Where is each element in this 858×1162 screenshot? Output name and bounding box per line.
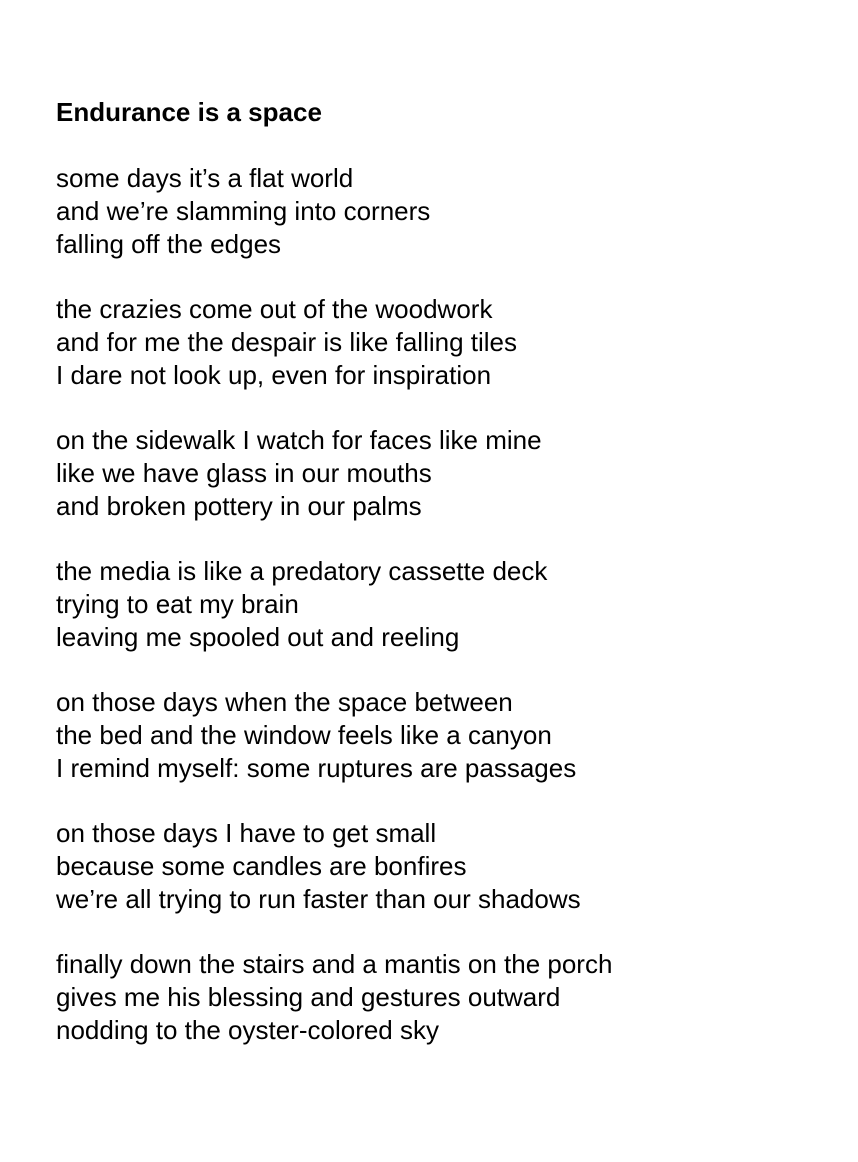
poem-line: trying to eat my brain <box>56 589 299 619</box>
poem-line: gives me his blessing and gestures outward <box>56 982 561 1012</box>
poem-line: and broken pottery in our palms <box>56 491 422 521</box>
stanza-2 <box>56 293 816 392</box>
poem-line: on the sidewalk I watch for faces like mine <box>56 425 542 455</box>
stanza-7 <box>56 948 816 1047</box>
poem-line: I remind myself: some ruptures are passages <box>56 753 577 783</box>
poem-line: I dare not look up, even for inspiration <box>56 360 492 390</box>
poem-line: and we’re slamming into corners <box>56 196 431 226</box>
poem-line: the crazies come out of the woodwork <box>56 294 493 324</box>
stanza-1 <box>56 162 816 261</box>
poem-line: some days it’s a flat world <box>56 163 354 193</box>
poem-line: nodding to the oyster-colored sky <box>56 1015 439 1045</box>
stanza-3 <box>56 424 816 523</box>
stanza-4 <box>56 555 816 654</box>
poem-line: leaving me spooled out and reeling <box>56 622 460 652</box>
stanza-6 <box>56 817 816 916</box>
poem-line: because some candles are bonfires <box>56 851 467 881</box>
poem-line: the media is like a predatory cassette deck <box>56 556 548 586</box>
poem <box>56 96 816 1079</box>
poem-line: falling off the edges <box>56 229 282 259</box>
poem-line: finally down the stairs and a mantis on the porch <box>56 949 613 979</box>
poem-title: Endurance is a space <box>56 97 322 127</box>
poem-line: like we have glass in our mouths <box>56 458 432 488</box>
poem-line: on those days I have to get small <box>56 818 437 848</box>
poem-line: the bed and the window feels like a canyon <box>56 720 552 750</box>
poem-line: on those days when the space between <box>56 687 513 717</box>
poem-line: we’re all trying to run faster than our shadows <box>56 884 581 914</box>
poem-line: and for me the despair is like falling tiles <box>56 327 518 357</box>
stanza-5 <box>56 686 816 785</box>
